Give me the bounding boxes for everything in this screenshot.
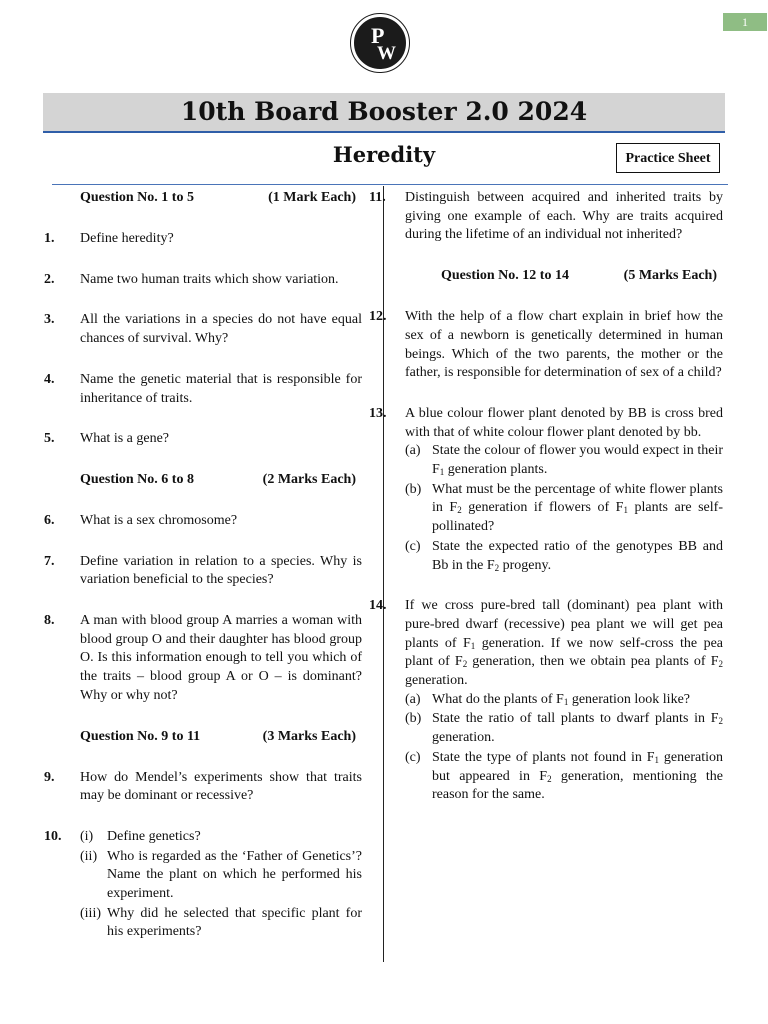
question-text: Name the genetic material that is responsible for inheritance of traits. <box>80 371 362 406</box>
question-9 <box>44 769 362 806</box>
sub-marker: (iii) <box>80 905 101 921</box>
question-text: Define heredity? <box>80 231 174 246</box>
question-text <box>405 597 723 691</box>
sub-text: Who is regarded as the ‘Father of Genetics’? Name the plant on which he performed his experiment. <box>107 848 362 902</box>
question-number: 8. <box>44 613 55 629</box>
question-text: Define variation in relation to a species. Why is variation beneficial to the species? <box>80 553 362 588</box>
sub-text: generation, mentioning the reason for the same. <box>432 768 723 803</box>
question-2 <box>44 271 362 290</box>
question-14 <box>369 597 723 805</box>
question-3 <box>44 311 362 348</box>
section-range: Question No. 9 to 11 <box>80 728 201 744</box>
question-number: 14. <box>369 598 387 614</box>
sub-question <box>80 905 362 942</box>
question-text: What is a sex chromosome? <box>80 512 238 528</box>
sub-question <box>80 828 362 847</box>
subscript: 1 <box>470 640 476 651</box>
question-number: 13. <box>369 405 387 421</box>
question-10 <box>44 828 362 942</box>
question-text: How do Mendel’s experiments show that traits may be dominant or recessive? <box>80 769 362 804</box>
subscript: 2 <box>494 562 500 573</box>
sub-text: generation. <box>432 730 495 746</box>
sub-marker: (b) <box>405 481 422 497</box>
question-text: Distinguish between acquired and inherited traits by giving one example of each. Why are traits acquired during the lifetime of an individual not inherited? <box>405 190 723 243</box>
logo-letter-w: W <box>377 43 396 64</box>
header-divider <box>52 184 728 185</box>
right-column <box>369 189 723 827</box>
page-number: 1 <box>723 13 767 31</box>
question-11 <box>369 189 723 245</box>
question-number: 1. <box>44 231 55 246</box>
sub-question <box>405 749 723 805</box>
question-text: With the help of a flow chart explain in brief how the sex of a newborn is genetically determined in human beings. Which of the two parents, the mother or the father, is responsible for determination of sex of a child? <box>405 309 723 381</box>
subscript: 2 <box>547 773 552 784</box>
text-part: generation, then we obtain pea plants of F <box>467 654 719 670</box>
sub-text: What do the plants of F <box>432 691 564 707</box>
left-column <box>44 189 362 964</box>
sub-text: generation look like? <box>568 691 690 707</box>
sub-marker: (i) <box>80 828 94 844</box>
question-text: A man with blood group A marries a woman with blood group O and their daughter has blood group O. Is this information enough to tell you which of the traits – blood group A or O – is dominant? Why or why not? <box>80 613 362 703</box>
question-1 <box>44 230 362 249</box>
sub-text: generation if flowers of F <box>461 500 624 516</box>
subscript: 1 <box>563 696 569 707</box>
section-marks: (5 Marks Each) <box>623 268 717 284</box>
question-text: All the variations in a species do not have equal chances of survival. Why? <box>80 312 362 347</box>
sub-marker: (c) <box>405 538 421 554</box>
question-4 <box>44 371 362 408</box>
text-part: generation. <box>405 673 468 689</box>
text-part: If we cross pure-bred tall (dominant) pea plant with pure-bred dwarf (recessive) pea plant we will get pea plants of F <box>405 598 723 651</box>
section-range: Question No. 1 to 5 <box>80 190 194 205</box>
banner-title: 10th Board Booster 2.0 2024 <box>180 97 588 126</box>
sub-text: plants are self-pollinated? <box>432 500 723 535</box>
question-number: 7. <box>44 553 55 569</box>
question-text: Name two human traits which show variation. <box>80 271 339 287</box>
section-marks: (1 Mark Each) <box>268 190 356 205</box>
sub-text: generation plants. <box>444 462 548 478</box>
section-marks: (2 Marks Each) <box>262 471 356 487</box>
subscript: 2 <box>462 659 468 670</box>
sub-marker: (ii) <box>80 848 98 864</box>
sub-text: State the expected ratio of the genotypes BB and Bb in the F <box>432 538 723 573</box>
sub-marker: (b) <box>405 711 422 727</box>
section-marks: (3 Marks Each) <box>262 728 356 744</box>
question-number: 3. <box>44 312 55 328</box>
subscript: 1 <box>654 754 660 765</box>
title-banner <box>43 93 725 133</box>
sub-question-list <box>405 442 723 575</box>
sub-question <box>405 481 723 537</box>
subscript: 2 <box>718 659 723 670</box>
question-text: What is a gene? <box>80 431 170 447</box>
subscript: 1 <box>623 505 628 516</box>
topic-title: Heredity <box>332 142 436 167</box>
section-header <box>44 728 362 747</box>
question-number: 9. <box>44 769 55 785</box>
sub-question <box>405 538 723 575</box>
sub-text: State the ratio of tall plants to dwarf plants in F <box>432 711 719 727</box>
sub-text: progeny. <box>499 557 552 573</box>
section-range: Question No. 12 to 14 <box>441 268 569 284</box>
sub-marker: (a) <box>405 691 421 707</box>
question-number: 4. <box>44 371 55 387</box>
question-number: 10. <box>44 828 62 844</box>
question-7 <box>44 553 362 590</box>
section-range: Question No. 6 to 8 <box>80 471 194 487</box>
question-5 <box>44 430 362 449</box>
sub-marker: (c) <box>405 749 421 765</box>
section-header <box>44 189 362 208</box>
question-number: 5. <box>44 431 55 447</box>
sub-question <box>80 848 362 904</box>
sub-text: State the type of plants not found in F <box>432 749 655 765</box>
sub-question-list <box>80 828 362 942</box>
subscript: 2 <box>457 505 462 516</box>
sub-text: Why did he selected that specific plant for his experiments? <box>107 905 362 940</box>
question-8 <box>44 612 362 706</box>
sub-text: Define genetics? <box>107 828 201 844</box>
section-header <box>369 267 723 286</box>
sub-question <box>405 691 723 710</box>
question-13 <box>369 405 723 575</box>
sub-text: generation but appeared in F <box>432 749 723 784</box>
sub-text: What must be the percentage of white flower plants in F <box>432 481 723 516</box>
logo-letter-p: P <box>371 23 385 48</box>
question-number: 12. <box>369 309 387 325</box>
question-6 <box>44 512 362 531</box>
sub-question <box>405 710 723 747</box>
question-number: 2. <box>44 271 55 287</box>
pw-logo <box>351 14 409 72</box>
sub-question-list <box>405 691 723 805</box>
question-number: 11. <box>369 190 386 205</box>
practice-sheet-label: Practice Sheet <box>616 143 720 173</box>
subscript: 2 <box>718 716 723 727</box>
question-text: A blue colour flower plant denoted by BB is cross bred with that of white colour flower plant denoted by bb. <box>405 405 723 440</box>
text-part: generation. If we now self-cross the pea plant of F <box>405 635 723 670</box>
question-number: 6. <box>44 512 55 528</box>
section-header <box>44 471 362 490</box>
subscript: 1 <box>439 467 445 478</box>
sub-text: State the colour of flower you would expect in their F <box>432 443 723 478</box>
sub-question <box>405 442 723 479</box>
question-12 <box>369 308 723 383</box>
sub-marker: (a) <box>405 443 421 459</box>
